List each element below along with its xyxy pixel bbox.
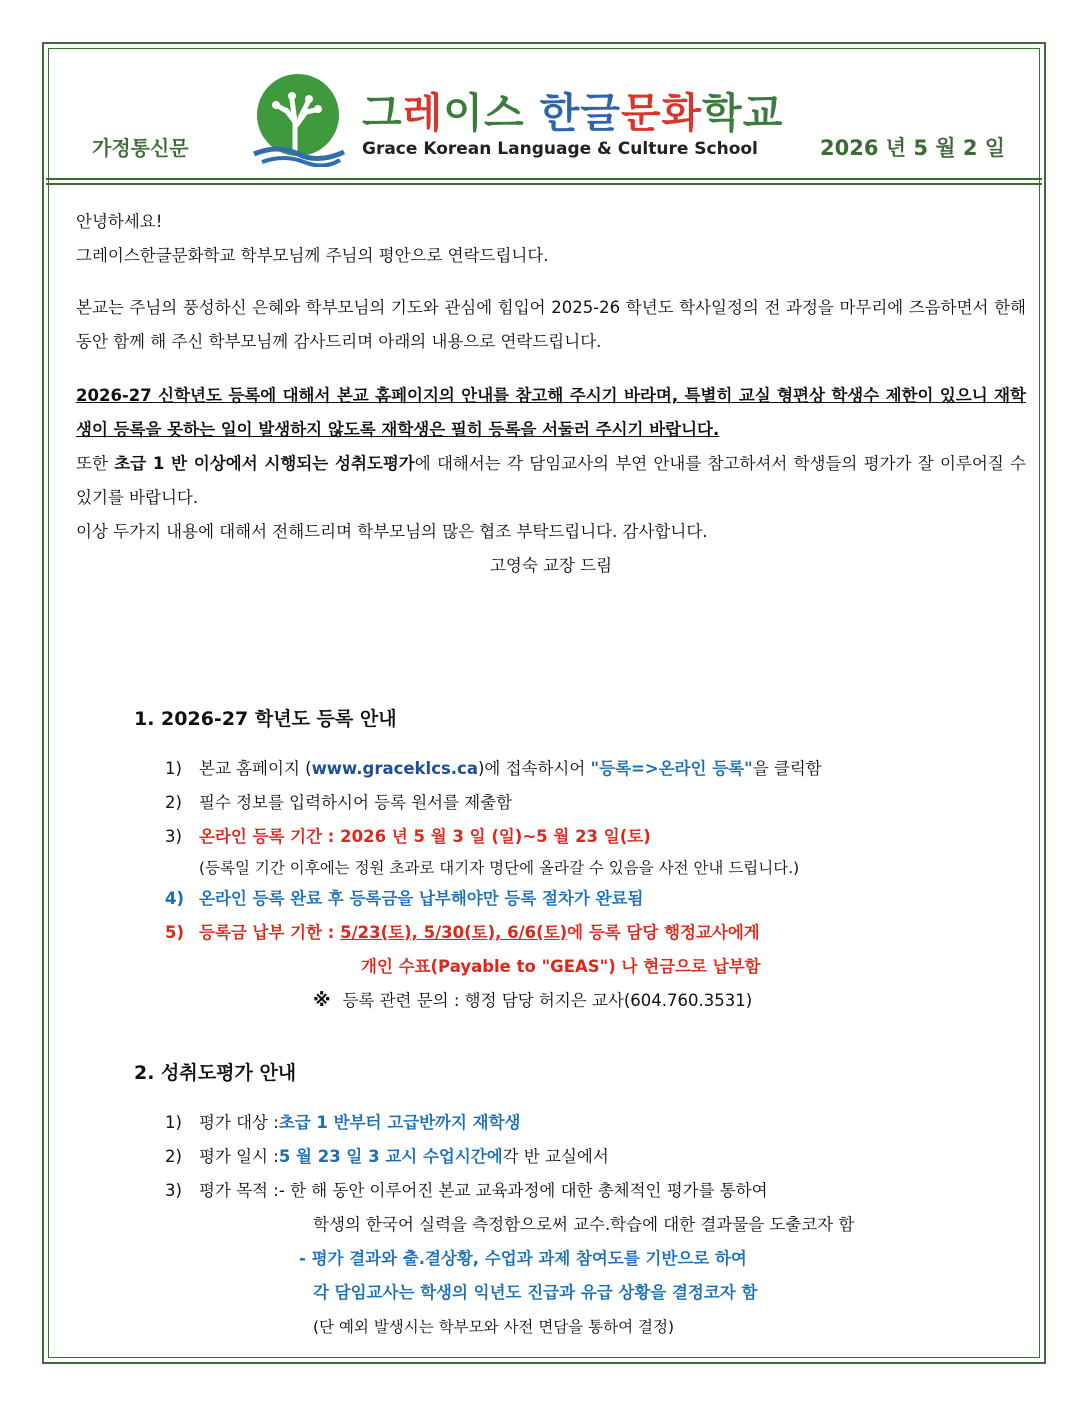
list-item: 개인 수표(Payable to "GEAS") 나 현금으로 납부함 <box>361 957 761 976</box>
header-divider <box>46 183 1042 185</box>
purpose-line: - 평가 결과와 출.결상황, 수업과 과제 참여도를 기반으로 하여 <box>299 1249 747 1268</box>
tree-logo-icon <box>248 72 348 167</box>
list-item: 5) 등록금 납부 기한 : 5/23(토), 5/30(토), 6/6(토)에 등록 담당 행정교사에게 <box>165 923 760 942</box>
newsletter-label: 가정통신문 <box>92 136 189 160</box>
list-item: 1) 평가 대상 : 초급 1 반부터 고급반까지 재학생 <box>165 1113 521 1132</box>
school-title-korean: 그레이스 한글문화학교 <box>362 89 784 137</box>
list-note: (등록일 기간 이후에는 정원 초과로 대기자 명단에 올라갈 수 있음을 사전 안내 드립니다.) <box>199 859 800 877</box>
purpose-note: (단 예외 발생시는 학부모와 사전 면담을 통하여 결정) <box>313 1318 675 1336</box>
contact-line: ※ 등록 관련 문의 : 행정 담당 허지은 교사(604.760.3531) <box>165 984 822 1018</box>
homepage-link[interactable]: www.graceklcs.ca <box>311 759 478 778</box>
paragraph-thanks: 본교는 주님의 풍성하신 은혜와 학부모님의 기도와 관심에 힘입어 2025-26 학년도 학사일정의 전 과정을 마무리에 즈음하면서 한해동안 함께 해 주신 학부모님께 감사드리며 아래의 내용으로 연락드립니다. <box>76 298 1026 351</box>
newsletter-date: 2026 년 5 월 2 일 <box>820 136 1006 160</box>
purpose-line: 각 담임교사는 학생의 익년도 진급과 유급 상황을 결정코자 함 <box>313 1283 758 1302</box>
header-divider <box>46 178 1042 180</box>
list-item: 2) 필수 정보를 입력하시어 등록 원서를 제출함 <box>165 793 513 812</box>
paragraph-assessment-notice: 또한 초급 1 반 이상에서 시행되는 성취도평가에 대해서는 각 담임교사의 부연 안내를 참고하셔서 학생들의 평가가 잘 이루어질 수 있기를 바랍니다. <box>76 454 1026 507</box>
list-item: 1) 본교 홈페이지 (www.graceklcs.ca)에 접속하시어 "등록=>온라인 등록"을 클릭함 <box>165 759 822 778</box>
purpose-line: 학생의 한국어 실력을 측정함으로써 교수.학습에 대한 결과물을 도출코자 함 <box>313 1215 855 1234</box>
signature: 고영숙 교장 드림 <box>489 556 613 575</box>
paragraph-registration-notice: 2026-27 신학년도 등록에 대해서 본교 홈페이지의 안내를 참고해 주시기 바라며, 특별히 교실 형편상 학생수 제한이 있으니 재학생이 등록을 못하는 일이 발생하지 않도록 재학생은 필히 등록을 서둘러 주시기 바랍니다. <box>76 386 1026 439</box>
section-2-list <box>165 1106 854 1344</box>
section-1-title: 1. 2026-27 학년도 등록 안내 <box>134 708 397 730</box>
list-item: 3) 온라인 등록 기간 : 2026 년 5 월 3 일 (일)~5 월 23 일(토) <box>165 827 651 846</box>
list-item: 2) 평가 일시 : 5 월 23 일 3 교시 수업시간에 각 반 교실에서 <box>165 1147 609 1166</box>
list-item: 4) 온라인 등록 완료 후 등록금을 납부해야만 등록 절차가 완료됨 <box>165 889 644 908</box>
section-2-title: 2. 성취도평가 안내 <box>134 1062 297 1084</box>
closing-line: 이상 두가지 내용에 대해서 전해드리며 학부모님의 많은 협조 부탁드립니다. 감사합니다. <box>76 522 708 541</box>
section-1-list <box>165 752 822 1018</box>
letter-body <box>76 205 1026 583</box>
reference-mark-icon: ※ <box>313 990 331 1011</box>
intro-line: 그레이스한글문화학교 학부모님께 주님의 평안으로 연락드립니다. <box>76 246 549 265</box>
school-title-english: Grace Korean Language & Culture School <box>362 139 758 159</box>
greeting: 안녕하세요! <box>76 212 163 231</box>
list-item: 3) 평가 목적 : - 한 해 동안 이루어진 본교 교육과정에 대한 총체적인 평가를 통하여 <box>165 1181 768 1200</box>
